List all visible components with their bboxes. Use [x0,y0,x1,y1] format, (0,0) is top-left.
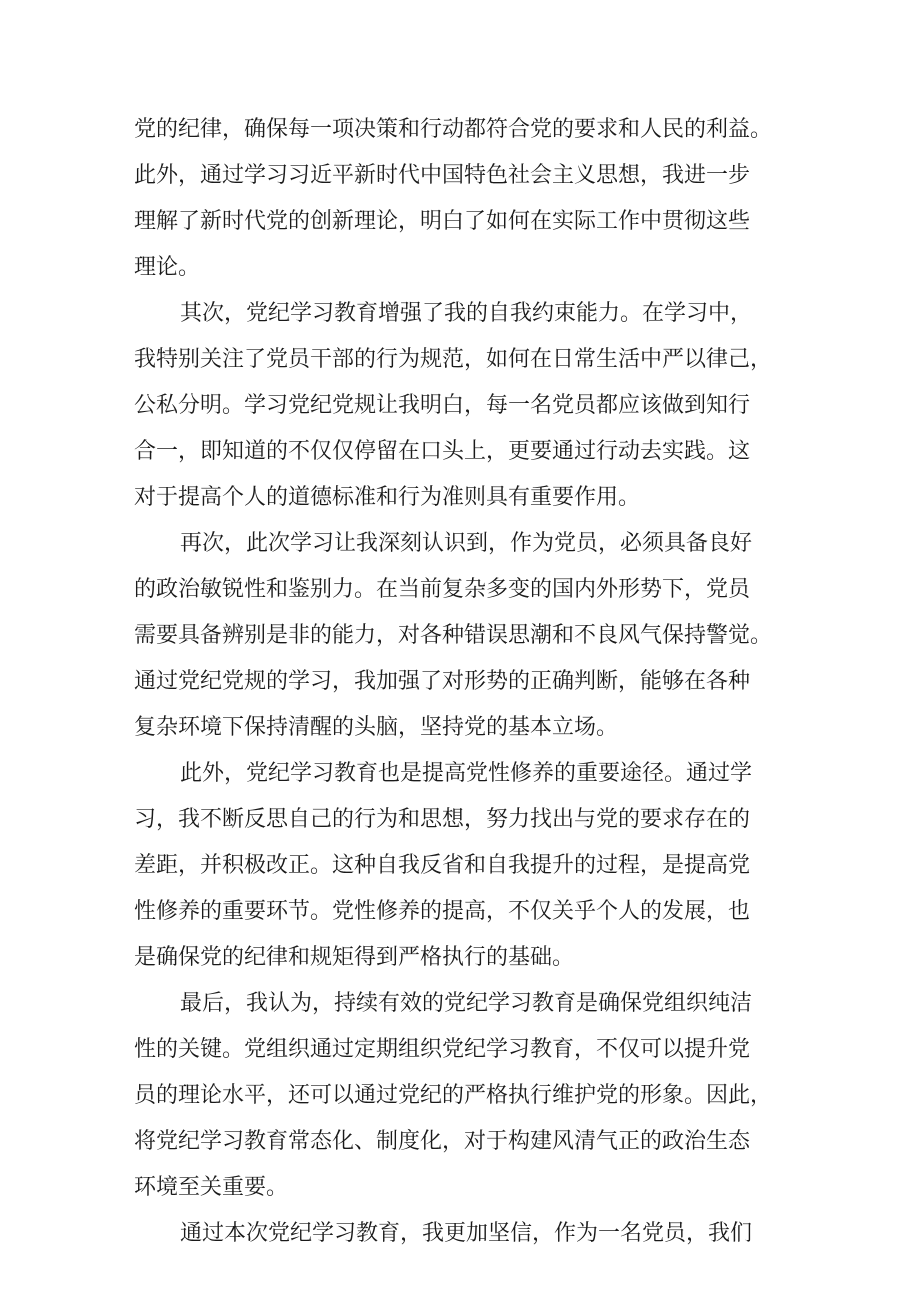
text-line: 将党纪学习教育常态化、制度化，对于构建风清气正的政治生态 [134,1129,751,1154]
text-line: 复杂环境下保持清醒的头脑，坚持党的基本立场。 [134,715,619,740]
text-line: 理解了新时代党的创新理论，明白了如何在实际工作中贯彻这些 [134,209,751,234]
text-line: 此外，党纪学习教育也是提高党性修养的重要途径。通过学 [180,761,753,786]
text-line: 合一，即知道的不仅仅停留在口头上，更要通过行动去实践。这 [134,439,751,464]
text-line: 再次，此次学习让我深刻认识到，作为党员，必须具备良好 [180,531,753,556]
text-line: 的政治敏锐性和鉴别力。在当前复杂多变的国内外形势下，党员 [134,577,751,602]
text-line: 理论。 [134,255,201,280]
text-line: 通过本次党纪学习教育，我更加坚信，作为一名党员，我们 [180,1221,753,1246]
text-line: 是确保党的纪律和规矩得到严格执行的基础。 [134,945,575,970]
text-line: 环境至关重要。 [134,1175,289,1200]
text-line: 性修养的重要环节。党性修养的提高，不仅关乎个人的发展，也 [134,899,751,924]
text-line: 其次，党纪学习教育增强了我的自我约束能力。在学习中， [180,301,753,326]
text-line: 我特别关注了党员干部的行为规范，如何在日常生活中严以律己， [134,347,773,372]
text-line: 差距，并积极改正。这种自我反省和自我提升的过程，是提高党 [134,853,751,878]
text-line: 性的关键。党组织通过定期组织党纪学习教育，不仅可以提升党 [134,1037,751,1062]
text-line: 党的纪律，确保每一项决策和行动都符合党的要求和人民的利益。 [134,117,773,142]
text-line: 公私分明。学习党纪党规让我明白，每一名党员都应该做到知行 [134,393,751,418]
text-line: 此外，通过学习习近平新时代中国特色社会主义思想，我进一步 [134,163,751,188]
text-line: 最后，我认为，持续有效的党纪学习教育是确保党组织纯洁 [180,991,753,1016]
text-line: 通过党纪党规的学习，我加强了对形势的正确判断，能够在各种 [134,669,751,694]
text-line: 习，我不断反思自己的行为和思想，努力找出与党的要求存在的 [134,807,751,832]
text-line: 对于提高个人的道德标准和行为准则具有重要作用。 [134,485,641,510]
text-line: 需要具备辨别是非的能力，对各种错误思潮和不良风气保持警觉。 [134,623,773,648]
text-line: 员的理论水平，还可以通过党纪的严格执行维护党的形象。因此， [134,1083,773,1108]
